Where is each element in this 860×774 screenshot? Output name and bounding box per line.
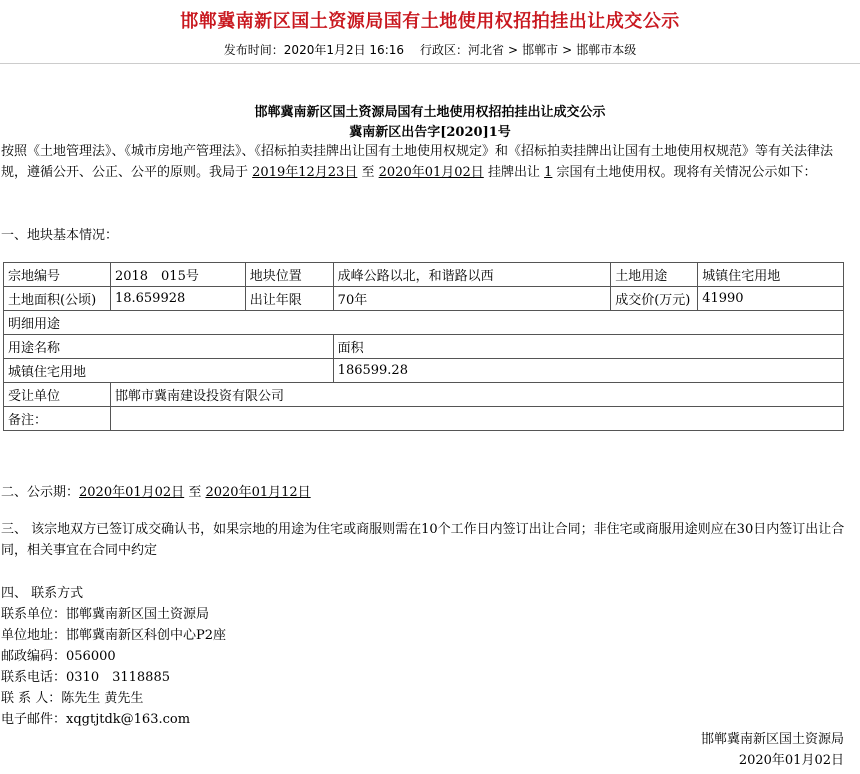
term-label: 出让年限 — [245, 287, 333, 311]
region-district-link[interactable]: 邯郸市本级 — [576, 43, 637, 57]
section-1-title: 一、地块基本情况： — [1, 228, 119, 243]
contact-address: 单位地址：邯郸冀南新区科创中心P2座 — [1, 628, 227, 643]
breadcrumb-separator: > — [562, 43, 573, 57]
table-row — [4, 383, 844, 407]
remark-value — [110, 407, 843, 431]
contact-phone: 联系电话：0310 3118885 — [1, 670, 170, 685]
section-4-title: 四、 联系方式 — [1, 586, 84, 601]
grantee-label: 受让单位 — [4, 383, 111, 407]
signature-date: 2020年01月02日 — [738, 753, 844, 768]
breadcrumb-separator: > — [508, 43, 519, 57]
table-row — [4, 407, 844, 431]
table-row — [4, 287, 844, 311]
contact-postcode: 邮政编码：056000 — [1, 649, 116, 664]
publish-time: 2020年1月2日 16:16 — [283, 43, 405, 57]
area-value: 18.659928 — [110, 287, 245, 311]
detail-area-value: 186599.28 — [333, 359, 843, 383]
location-value: 成峰公路以北，和谐路以西 — [333, 263, 611, 287]
section-3-text: 三、 该宗地双方已签订成交确认书，如果宗地的用途为住宅或商服则需在10个工作日内签订出让合同；非住宅或商服用途则应在30日内签订出让合同，相关事宜在合同中约定 — [1, 522, 845, 558]
intro-text-3: 宗国有土地使用权。现将有关情况公示如下： — [556, 165, 817, 180]
period-label: 二、公示期： — [1, 485, 80, 500]
listing-start-date: 2019年12月23日 — [252, 165, 358, 180]
region-province-link[interactable]: 河北省 — [468, 43, 505, 57]
term-value: 70年 — [333, 287, 611, 311]
header-divider — [0, 63, 860, 64]
detail-use-label: 明细用途 — [4, 311, 844, 335]
table-row — [4, 359, 844, 383]
grantee-value: 邯郸市冀南建设投资有限公司 — [110, 383, 843, 407]
table-row — [4, 311, 844, 335]
area-label: 土地面积(公顷) — [4, 287, 111, 311]
detail-area-label: 面积 — [333, 335, 843, 359]
price-value: 41990 — [698, 287, 844, 311]
intro-text-1: 按照《土地管理法》、《城市房地产管理法》、《招标拍卖挂牌出让国有土地使用权规定》和《招标拍卖挂牌出让国有土地使用权规范》等有关法律法规，遵循公开、公正、公平的原则。我局于 — [1, 144, 834, 180]
parcel-count: 1 — [544, 165, 553, 180]
price-label: 成交价(万元) — [611, 287, 698, 311]
intro-text-2: 挂牌出让 — [487, 165, 540, 180]
region-label: 行政区： — [420, 43, 469, 57]
document-heading: 邯郸冀南新区国土资源局国有土地使用权招拍挂出让成交公示 — [254, 105, 606, 120]
contact-org: 联系单位：邯郸冀南新区国土资源局 — [1, 607, 210, 622]
parcel-info-table — [3, 262, 844, 431]
intro-to: 至 — [361, 165, 375, 180]
land-use-value: 城镇住宅用地 — [698, 263, 844, 287]
period-start: 2020年01月02日 — [79, 485, 185, 500]
table-row — [4, 263, 844, 287]
parcel-no-label: 宗地编号 — [4, 263, 111, 287]
region-city-link[interactable]: 邯郸市 — [522, 43, 559, 57]
remark-label: 备注： — [4, 407, 111, 431]
publish-label: 发布时间： — [223, 43, 284, 57]
location-label: 地块位置 — [245, 263, 333, 287]
intro-paragraph — [1, 141, 851, 183]
land-use-label: 土地用途 — [611, 263, 698, 287]
listing-end-date: 2020年01月02日 — [378, 165, 484, 180]
meta-line — [0, 41, 860, 58]
contact-email: 电子邮件：xqgtjtdk@163.com — [1, 712, 191, 727]
period-end: 2020年01月12日 — [205, 485, 311, 500]
section-2-period — [1, 481, 311, 500]
detail-use-name-value: 城镇住宅用地 — [4, 359, 334, 383]
document-number: 冀南新区出告字[2020]1号 — [349, 125, 511, 140]
detail-use-name-label: 用途名称 — [4, 335, 334, 359]
signature-org: 邯郸冀南新区国土资源局 — [700, 732, 844, 747]
contact-person: 联 系 人：陈先生 黄先生 — [1, 691, 144, 706]
parcel-no-value: 2018 015号 — [110, 263, 245, 287]
table-row — [4, 335, 844, 359]
page-title: 邯郸冀南新区国土资源局国有土地使用权招拍挂出让成交公示 — [180, 11, 680, 32]
period-to: 至 — [188, 485, 202, 500]
